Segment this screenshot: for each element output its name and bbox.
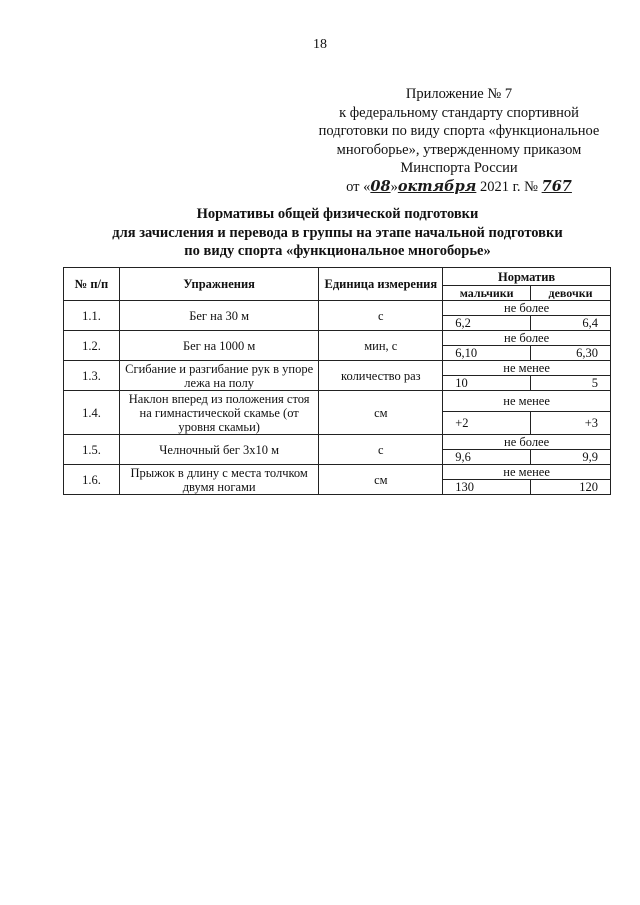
header-unit: Единица измерения xyxy=(319,268,443,301)
header-num: № п/п xyxy=(64,268,120,301)
header-norm: Норматив xyxy=(443,268,611,286)
row-exercise: Прыжок в длину с места толчком двумя ногами xyxy=(119,465,319,495)
row-boys-value: 130 xyxy=(443,480,531,495)
row-girls-value: 5 xyxy=(531,376,611,391)
row-girls-value: 120 xyxy=(531,480,611,495)
row-num: 1.4. xyxy=(64,391,120,435)
document-title xyxy=(0,205,640,261)
row-unit: см xyxy=(319,465,443,495)
row-unit: количество раз xyxy=(319,361,443,391)
row-condition: не более xyxy=(443,301,611,316)
title-line: Нормативы общей физической подготовки xyxy=(196,206,479,222)
row-boys-value: 10 xyxy=(443,376,531,391)
appendix-line: к федеральному стандарту спортивной xyxy=(339,104,579,121)
date-year: 2021 г. № xyxy=(479,178,538,195)
row-girls-value: 6,4 xyxy=(531,316,611,331)
page-number: 18 xyxy=(313,37,327,52)
row-boys-value: 9,6 xyxy=(443,450,531,465)
title-line: по виду спорта «функциональное многоборье» xyxy=(184,243,491,259)
appendix-line: подготовки по виду спорта «функциональное xyxy=(318,123,600,139)
row-boys-value: 6,2 xyxy=(443,316,531,331)
row-girls-value: 9,9 xyxy=(531,450,611,465)
row-condition: не менее xyxy=(443,391,611,412)
row-boys-value: +2 xyxy=(443,412,531,435)
handwritten-month: октября xyxy=(397,177,477,195)
date-separator: » xyxy=(390,178,398,195)
row-girls-value: 6,30 xyxy=(531,346,611,361)
header-girls: девочки xyxy=(531,286,611,301)
handwritten-order-number: 767 xyxy=(541,177,572,195)
row-girls-value: +3 xyxy=(531,412,611,435)
row-condition: не более xyxy=(443,331,611,346)
date-prefix: от « xyxy=(346,178,371,195)
row-unit: с xyxy=(319,435,443,465)
appendix-line: Минспорта России xyxy=(400,160,518,176)
appendix-title: Приложение № 7 xyxy=(405,86,513,102)
header-exercise: Упражнения xyxy=(119,268,319,301)
appendix-header xyxy=(300,85,618,196)
row-unit: с xyxy=(319,301,443,331)
row-exercise: Сгибание и разгибание рук в упоре лежа на полу xyxy=(119,361,319,391)
row-condition: не менее xyxy=(443,361,611,376)
norms-table xyxy=(63,267,611,495)
row-num: 1.5. xyxy=(64,435,120,465)
row-boys-value: 6,10 xyxy=(443,346,531,361)
row-exercise: Бег на 30 м xyxy=(119,301,319,331)
handwritten-day: 08 xyxy=(370,177,391,195)
row-unit: мин, с xyxy=(319,331,443,361)
row-exercise: Бег на 1000 м xyxy=(119,331,319,361)
appendix-line: многоборье», утвержденному приказом xyxy=(336,141,582,158)
row-unit: см xyxy=(319,391,443,435)
row-exercise: Наклон вперед из положения стоя на гимнастической скамье (от уровня скамьи) xyxy=(119,391,319,435)
order-date-line xyxy=(300,178,618,197)
row-num: 1.3. xyxy=(64,361,120,391)
row-condition: не более xyxy=(443,435,611,450)
title-line: для зачисления и перевода в группы на этапе начальной подготовки xyxy=(112,224,563,241)
header-boys: мальчики xyxy=(443,286,531,301)
row-exercise: Челночный бег 3х10 м xyxy=(119,435,319,465)
row-condition: не менее xyxy=(443,465,611,480)
row-num: 1.2. xyxy=(64,331,120,361)
row-num: 1.1. xyxy=(64,301,120,331)
row-num: 1.6. xyxy=(64,465,120,495)
